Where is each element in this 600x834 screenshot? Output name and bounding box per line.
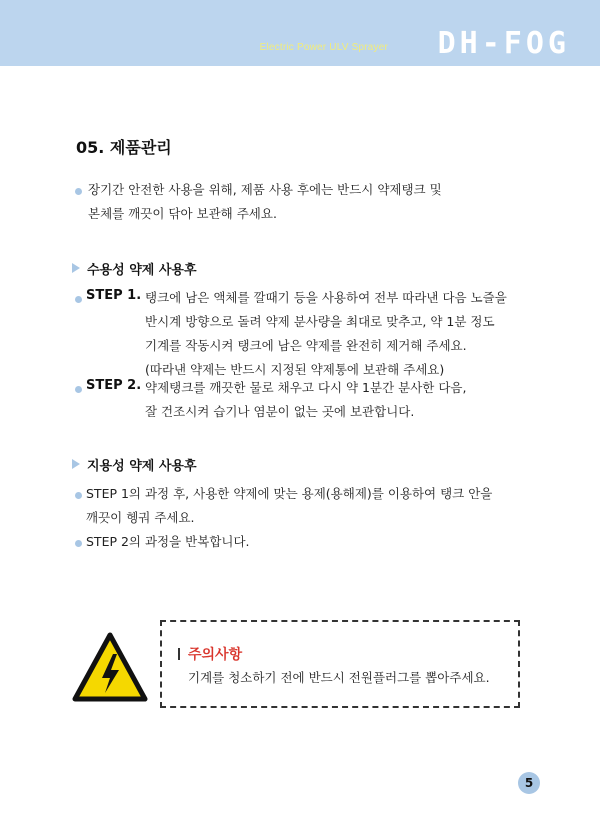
bullet-icon bbox=[75, 296, 82, 303]
step1-text bbox=[145, 286, 507, 382]
high-voltage-warning-icon bbox=[72, 632, 148, 702]
oil-item1-line-2: 깨끗이 헹궈 주세요. bbox=[86, 510, 195, 525]
oil-item1-line-1: STEP 1의 과정 후, 사용한 약제에 맞는 용제(용해제)를 이용하여 탱크 안을 bbox=[86, 486, 493, 501]
notice-text: 기계를 청소하기 전에 반드시 전원플러그를 뽑아주세요. bbox=[188, 670, 490, 685]
notice-title: 주의사항 bbox=[188, 647, 243, 663]
notice-box bbox=[160, 620, 520, 708]
step2-line-1: 약제탱크를 깨끗한 물로 채우고 다시 약 1분간 분사한 다음, bbox=[145, 380, 467, 395]
notice-marker bbox=[178, 648, 180, 660]
oil-item2-text: STEP 2의 과정을 반복합니다. bbox=[86, 534, 250, 549]
page-header bbox=[0, 0, 600, 66]
water-based-title: 수용성 약제 사용후 bbox=[87, 263, 197, 278]
intro-line-1: 장기간 안전한 사용을 위해, 제품 사용 후에는 반드시 약제탱크 및 bbox=[88, 182, 442, 197]
header-tagline: Electric Power ULV Sprayer bbox=[259, 42, 388, 53]
bullet-icon bbox=[75, 492, 82, 499]
section-title: 05. 제품관리 bbox=[76, 138, 172, 157]
oil-item1-text bbox=[86, 482, 492, 530]
triangle-bullet-icon bbox=[72, 263, 80, 273]
page-number: 5 bbox=[518, 772, 540, 794]
intro-line-2: 본체를 깨끗이 닦아 보관해 주세요. bbox=[88, 206, 277, 221]
step1-label: STEP 1. bbox=[86, 288, 142, 303]
intro-paragraph bbox=[88, 178, 442, 226]
brand-logo: DH-FOG bbox=[437, 26, 570, 61]
bullet-icon bbox=[75, 540, 82, 547]
step1-line-1: 탱크에 남은 액체를 깔때기 등을 사용하여 전부 따라낸 다음 노즐을 bbox=[145, 290, 507, 305]
step1-line-2: 반시계 방향으로 돌려 약제 분사량을 최대로 맞추고, 약 1분 정도 bbox=[145, 314, 495, 329]
bullet-icon bbox=[75, 386, 82, 393]
triangle-bullet-icon bbox=[72, 459, 80, 469]
oil-based-title: 지용성 약제 사용후 bbox=[87, 459, 197, 474]
step2-text bbox=[145, 376, 466, 424]
step1-line-4: (따라낸 약제는 반드시 지정된 약제통에 보관해 주세요) bbox=[145, 362, 445, 377]
step1-line-3: 기계를 작동시켜 탱크에 남은 약제를 완전히 제거해 주세요. bbox=[145, 338, 467, 353]
step2-label: STEP 2. bbox=[86, 378, 142, 393]
bullet-icon bbox=[75, 188, 82, 195]
step2-line-2: 잘 건조시켜 습기나 염분이 없는 곳에 보관합니다. bbox=[145, 404, 415, 419]
